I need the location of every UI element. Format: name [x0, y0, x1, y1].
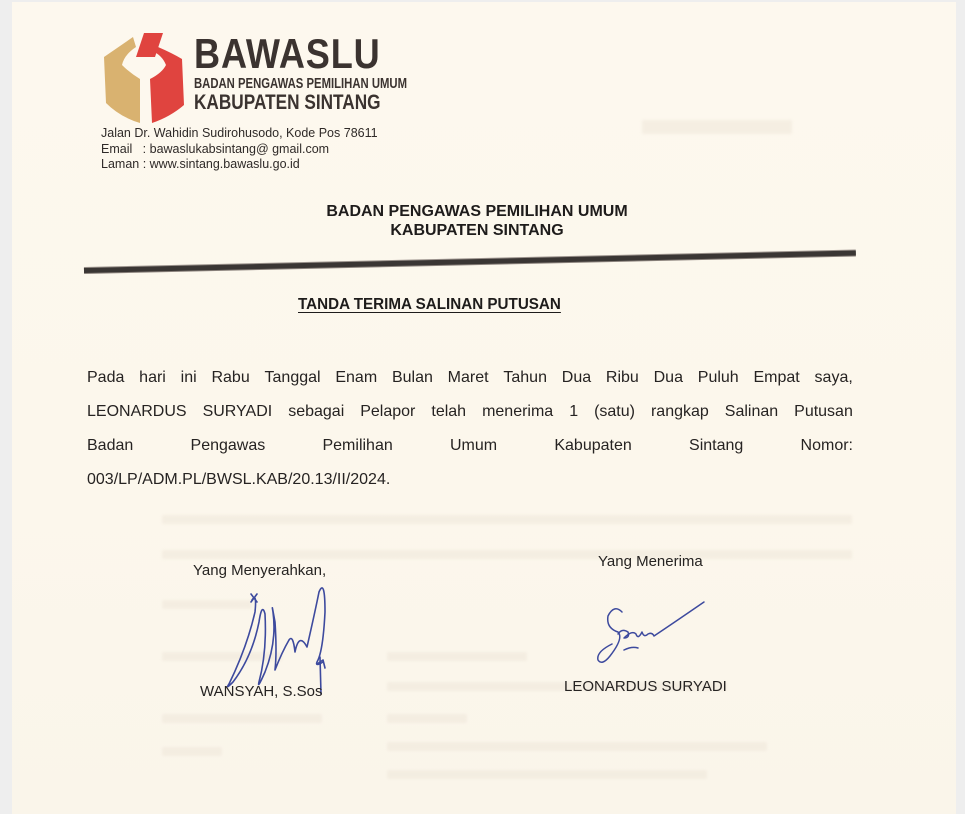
header-divider: [84, 250, 856, 273]
body-word: 003/LP/ADM.PL/BWSL.KAB/20.13/II/2024.: [87, 471, 391, 488]
body-word: Pemilihan: [322, 437, 393, 454]
giver-name: WANSYAH, S.Sos: [200, 683, 323, 700]
body-word: Umum: [450, 437, 498, 454]
receiver-label: Yang Menerima: [598, 553, 703, 570]
body-word: Pelapor: [360, 403, 416, 420]
body-word: Ribu: [605, 369, 639, 386]
show-through: [642, 120, 792, 134]
body-word: Tahun: [503, 369, 547, 386]
body-word: sebagai: [288, 403, 345, 420]
show-through: [162, 714, 322, 723]
heading-line-1: BADAN PENGAWAS PEMILIHAN UMUM: [326, 203, 628, 220]
body-word: Dua: [561, 369, 592, 386]
giver-label: Yang Menyerahkan,: [193, 562, 327, 579]
body-line: [87, 402, 853, 436]
body-word: saya,: [814, 369, 853, 386]
body-word: Nomor:: [800, 437, 853, 454]
show-through: [162, 515, 852, 524]
body-word: Rabu: [211, 369, 250, 386]
document-body: [87, 368, 853, 504]
show-through: [387, 652, 527, 661]
body-line: [87, 368, 853, 402]
brand-name: BAWASLU: [194, 30, 381, 77]
bawaslu-logo-icon: [100, 31, 192, 123]
document-page: [12, 2, 956, 814]
body-word: telah: [431, 403, 467, 420]
body-word: (satu): [594, 403, 635, 420]
body-word: Sintang: [689, 437, 744, 454]
body-word: Bulan: [391, 369, 433, 386]
brand-subtitle: BADAN PENGAWAS PEMILIHAN UMUM: [194, 76, 408, 92]
receiver-name: LEONARDUS SURYADI: [564, 678, 727, 695]
show-through: [387, 770, 707, 779]
body-word: Kabupaten: [554, 437, 632, 454]
body-word: 1: [569, 403, 579, 420]
brand-region: KABUPATEN SINTANG: [194, 91, 381, 114]
body-word: Enam: [335, 369, 378, 386]
address-line: Jalan Dr. Wahidin Sudirohusodo, Kode Pos 78611: [101, 126, 378, 140]
body-word: Pengawas: [190, 437, 266, 454]
document-title: TANDA TERIMA SALINAN PUTUSAN: [298, 296, 561, 313]
body-word: Puluh: [697, 369, 739, 386]
body-word: Badan: [87, 437, 134, 454]
website-line: Laman : www.sintang.bawaslu.go.id: [101, 157, 300, 171]
show-through: [387, 742, 767, 751]
body-word: Tanggal: [264, 369, 321, 386]
email-line: Email : bawaslukabsintang@ gmail.com: [101, 141, 330, 156]
receiver-signature-icon: [592, 594, 707, 669]
body-word: hari: [139, 369, 166, 386]
body-word: Empat: [753, 369, 800, 386]
giver-signature-icon: [207, 572, 357, 697]
show-through: [387, 714, 467, 723]
body-word: Putusan: [794, 403, 853, 420]
body-word: Salinan: [724, 403, 779, 420]
body-word: SURYADI: [202, 403, 273, 420]
body-word: Pada: [87, 369, 125, 386]
organization-heading: [252, 202, 702, 240]
body-word: Maret: [447, 369, 489, 386]
show-through: [162, 747, 222, 756]
body-word: Dua: [653, 369, 683, 386]
letterhead-brand: [194, 30, 467, 114]
heading-line-2: KABUPATEN SINTANG: [390, 222, 564, 239]
body-word: rangkap: [650, 403, 709, 420]
body-line: [87, 436, 853, 470]
body-word: menerima: [482, 403, 554, 420]
body-line: [87, 470, 853, 504]
show-through: [162, 550, 852, 559]
body-word: ini: [180, 369, 197, 386]
letterhead-contact: [101, 126, 378, 173]
body-word: LEONARDUS: [87, 403, 187, 420]
